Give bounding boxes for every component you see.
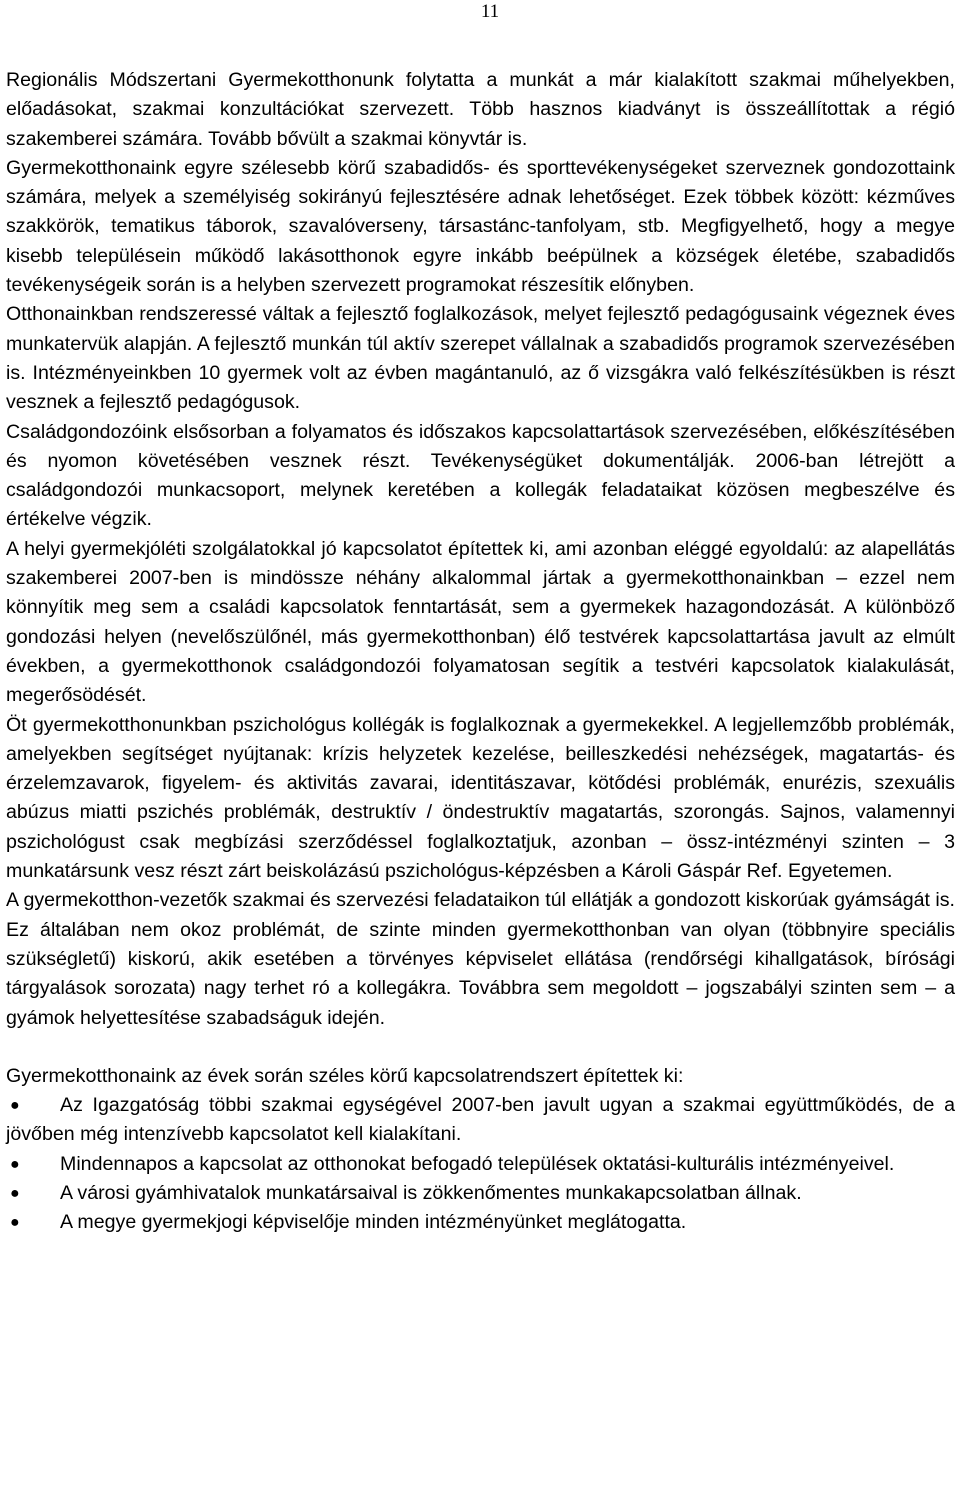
paragraph-home-managers-guardianship: A gyermekotthon-vezetők szakmai és szervezési feladataikon túl ellátják a gondozott kiskorúak gyámságát is. Ez általában nem okoz problémát, de szinte minden gyermekotthonban van olyan (többnyire speciális szükségletű) kiskorú, akik esetében a törvényes képviselet ellátása (rendőrségi kihallgatások, bírósági tárgyalások sorozata) nagy terhet ró a kollegákra. Továbbra sem megoldott – jogszabályi szinten sem – a gyámok helyettesítése szabadságuk idején. xyxy=(6,889,955,1029)
bullet-icon: ● xyxy=(10,1214,20,1232)
list-item xyxy=(6,1179,955,1208)
relations-list xyxy=(6,1091,955,1237)
bullet-icon: ● xyxy=(10,1184,20,1202)
list-item xyxy=(6,1091,955,1150)
page-number: 11 xyxy=(480,1,500,22)
list-item-text: Mindennapos a kapcsolat az otthonokat befogadó települések oktatási-kulturális intézményeivel. xyxy=(60,1152,895,1175)
paragraph-child-welfare-services: A helyi gyermekjóléti szolgálatokkal jó kapcsolatot építettek ki, ami azonban eléggé egyoldalú: az alapellátás szakemberei 2007-ben is mindössze néhány alkalommal jártak a gyermekotthonainkban – ezzel nem könnyítik meg sem a családi kapcsolatok fenntartását, sem a gyermekek hazagondozását. A különböző gondozási helyen (nevelőszülőnél, más gyermekotthonban) élő testvérek kapcsolattartása javult az elmúlt években, a gyermekotthonok családgondozói folyamatosan segítik a testvéri kapcsolatok kialakulását, megerősödését. xyxy=(6,537,955,707)
paragraph-development-sessions: Otthonainkban rendszeressé váltak a fejlesztő foglalkozások, melyet fejlesztő pedagógusaink végeznek éves munkatervük alapján. A fejlesztő munkán túl aktív szerepet vállalnak a szabadidős programok szervezésében is. Intézményeinkben 10 gyermek volt az évben magántanuló, az ő vizsgákra való felkészítésükben is részt vesznek a fejlesztő pedagógusok. xyxy=(6,303,955,414)
relations-intro: Gyermekotthonaink az évek során széles körű kapcsolatrendszert építettek ki: xyxy=(6,1064,684,1087)
list-item xyxy=(6,1150,955,1179)
list-item xyxy=(6,1208,955,1237)
paragraph-psychologists: Öt gyermekotthonunkban pszichológus kollégák is foglalkoznak a gyermekekkel. A legjellemzőbb problémák, amelyekben segítséget nyújtanak: krízis helyzetek kezelése, beilleszkedési nehézségek, magatartás- és érzelemzavarok, figyelem- és aktivitás zavarai, identitászavar, kötődési problémák, enurézis, szexuális abúzus miatti pszichés problémák, destruktív / öndestruktív magatartás, szorongás. Sajnos, valamennyi pszichológust csak megbízási szerződéssel foglalkoztatjuk, azonban – össz-intézményi szinten – 3 munkatársunk vesz részt zárt beiskolázású pszichológus-képzésben a Károli Gáspár Ref. Egyetemen. xyxy=(6,713,955,883)
document-body xyxy=(6,66,955,1238)
list-item-text: Az Igazgatóság többi szakmai egységével 2007-ben javult ugyan a szakmai együttműködés, de a jövőben még intenzívebb kapcsolatot kell kialakítani. xyxy=(6,1094,955,1146)
paragraph-leisure-activities: Gyermekotthonaink egyre szélesebb körű szabadidős- és sporttevékenységeket szerveznek gondozottaink számára, melyek a személyiség sokirányú fejlesztésére adnak lehetőséget. Ezek többek között: kézműves szakkörök, tematikus táborok, szavalóverseny, társastánc-tanfolyam, stb. Megfigyelhető, hogy a megye kisebb településein működő lakásotthonok egyre inkább beépülnek a községek életébe, szabadidős tevékenységeik során is a helyben szervezett programokat részesítik előnyben. xyxy=(6,156,955,297)
bullet-icon: ● xyxy=(10,1155,20,1173)
list-item-text: A városi gyámhivatalok munkatársaival is zökkenőmentes munkakapcsolatban állnak. xyxy=(60,1181,802,1204)
bullet-icon: ● xyxy=(10,1097,20,1115)
list-item-text: A megye gyermekjogi képviselője minden intézményünket meglátogatta. xyxy=(60,1211,687,1234)
paragraph-family-caseworkers: Családgondozóink elsősorban a folyamatos és időszakos kapcsolattartások szervezésében, előkészítésében és nyomon követésében vesznek részt. Tevékenységüket dokumentálják. 2006-ban létrejött a családgondozói munkacsoport, melynek keretében a kollegák feladataikat közösen megbeszélve és értékelve végzik. xyxy=(6,420,955,531)
paragraph-methodology-center: Regionális Módszertani Gyermekotthonunk folytatta a munkát a már kialakított szakmai műhelyekben, előadásokat, szakmai konzultációkat szervezett. Több hasznos kiadványt is összeállítottak a régió szakemberei számára. Tovább bővült a szakmai könyvtár is. xyxy=(6,69,955,150)
